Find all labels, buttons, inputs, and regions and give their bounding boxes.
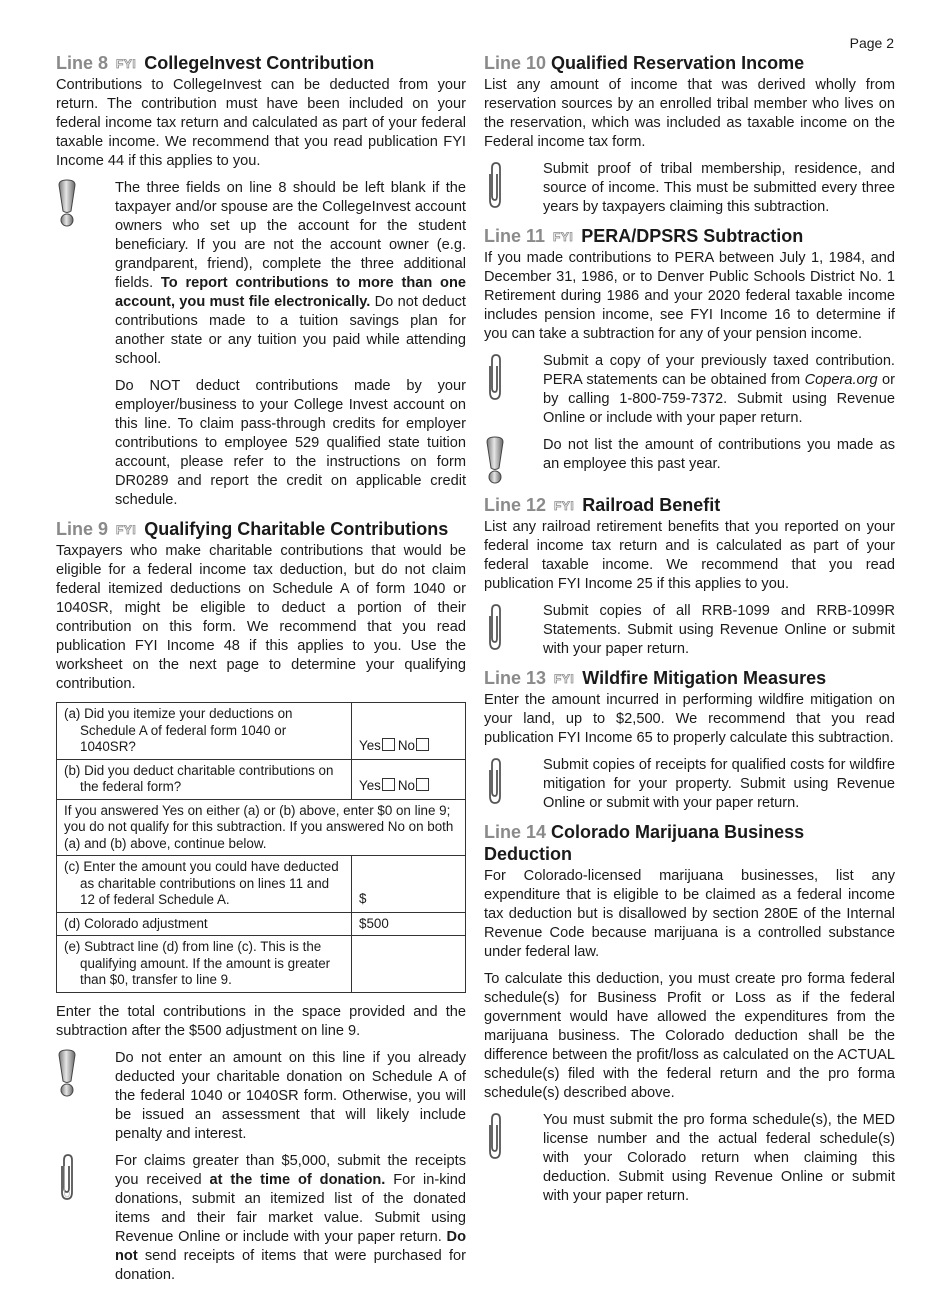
line-9-body: Taxpayers who make charitable contributions that would be eligible for a federal income tax deduction, but do not claim federal itemized deductions on Schedule A of form 1040 or 1040SR, might be eligible to deduct a portion of their contribution on this form. We recommend that you read publication FYI Income 48 if this applies to you. Use the worksheet on the next page to determine your qualifying contribution. [56,543,466,692]
line-9-attachment-note [56,1152,466,1285]
line-12-body: List any railroad retirement benefits that you reported on your federal income tax return and is calculated as part of your federal taxable income. We recommend that you read publication FYI Income 25 if this applies to you. [484,519,895,592]
left-column [56,52,466,1293]
table-row [57,856,466,913]
section-title: Qualifying Charitable Contributions [144,519,449,539]
line-13-section [484,667,895,813]
line-12-section [484,494,895,659]
note-emphasis: at the time of donation. [209,1171,386,1188]
question-b: (b) Did you deduct charitable contributions on the federal form? [64,762,334,794]
line-number: Line 11 [484,226,546,246]
no-checkbox-b[interactable] [416,778,429,791]
website-link[interactable]: Copera.org [804,372,878,388]
note-text: Do not deduct contributions made to a tuition savings plan for another state or any tuition you paid while attending school. [115,294,466,367]
fyi-icon: FYI [116,523,137,537]
yes-label: Yes [359,738,381,753]
yes-label: Yes [359,778,381,793]
line-14-body-2: To calculate this deduction, you must create pro forma federal schedule(s) for Business Profit or Loss as if the federal government would have allowed the expenditures from the marijuana business. The Colorado deduction shall be the difference between the profit/loss as calculated on the ACTUAL schedule(s) filed with the federal return and the pro forma schedule(s) described above. [484,971,895,1101]
table-row [57,912,466,936]
right-column [484,52,895,1214]
note-text: Submit copies of all RRB-1099 and RRB-1099R Statements. Submit using Revenue Online or submit with your paper return. [543,603,895,657]
page-number: Page 2 [849,35,894,51]
note-emphasis: Do not [115,1228,466,1264]
amount-field-e[interactable] [352,936,466,993]
paperclip-icon [484,352,506,402]
table-row [57,759,466,799]
line-14-heading [484,821,895,865]
worksheet-instruction: If you answered Yes on either (a) or (b) above, enter $0 on line 9; you do not qualify for this subtraction. If you answered No on both (a) and (b) above, continue below. [57,799,466,856]
line-14-section [484,821,895,1206]
line-number: Line 9 [56,519,109,539]
yes-checkbox-a[interactable] [382,738,395,751]
line-8-heading [56,52,466,74]
note-text: Do not enter an amount on this line if you already deducted your charitable donation on Schedule A of the federal 1040 or 1040SR form. Otherwise, you will be issued an assessment that will likely include penalty and interest. [115,1049,466,1142]
note-text: The three fields on line 8 should be left blank if the taxpayer and/or spouse are the CollegeInvest account owners who set up the account for the student beneficiary. If you are not the account owner (e.g. grandparent, friend), complete the three additional fields. [115,180,466,291]
charitable-worksheet-table [56,702,466,993]
exclamation-icon [56,179,78,227]
line-14-attachment-note [484,1111,895,1206]
line-11-heading [484,225,895,247]
line-number: Line 13 [484,668,547,688]
line-13-attachment-note [484,756,895,813]
note-text: Submit copies of receipts for qualified costs for wildfire mitigation for your property. Submit using Revenue Online or submit with your paper return. [543,757,895,811]
paperclip-icon [484,160,506,210]
line-11-section [484,225,895,474]
line-11-attachment-note [484,352,895,428]
line-13-body: Enter the amount incurred in performing wildfire mitigation on your land, up to $2,500. We recommend that you read publication FYI Income 65 to properly calculate this subtraction. [484,692,895,746]
line-11-caution-note [484,436,895,474]
paperclip-icon [484,756,506,806]
line-12-heading [484,494,895,516]
line-9-caution-note [56,1049,466,1144]
line-number: Line 12 [484,495,547,515]
section-title: Qualified Reservation Income [551,53,805,73]
note-text: or by calling 1-800-759-7372. Submit using Revenue Online or include with your paper return. [543,372,896,426]
fyi-icon: FYI [116,57,137,71]
line-number: Line 14 [484,822,547,842]
line-14-body-1: For Colorado-licensed marijuana businesses, list any expenditure that is eligible to be claimed as a federal income tax deduction but is disallowed by section 280E of the Internal Revenue Code because marijuana is a controlled substance under federal law. [484,868,895,960]
note-text: Submit proof of tribal membership, residence, and source of income. This must be submitted every three years by taxpayers claiming this subtraction. [543,161,895,215]
line-9-section [56,518,466,1285]
line-10-section [484,52,895,217]
line-8-section [56,52,466,510]
note-text: Do NOT deduct contributions made by your employer/business to your College Invest account on this line. To claim pass-through credits for employer contributions to employee 529 qualified state tuition account, please refer to the instructions on form DR0289 and report the credit on applicable credit schedule. [115,378,466,508]
exclamation-icon [56,1049,78,1097]
table-row [57,799,466,856]
fyi-icon: FYI [553,230,574,244]
paperclip-icon [484,1111,506,1161]
section-title: Wildfire Mitigation Measures [582,668,827,688]
no-label: No [397,778,415,793]
line-number: Line 10 [484,53,547,73]
table-row [57,936,466,993]
line-10-heading [484,52,895,74]
note-text: For in-kind donations, submit an itemized list of the donated items and their fair market value. Submit using Revenue Online or include with your paper return. [115,1171,466,1245]
question-a: (a) Did you itemize your deductions on Schedule A of federal form 1040 or 1040SR? [64,706,293,754]
line-9-heading [56,518,466,540]
question-e: (e) Subtract line (d) from line (c). This is the qualifying amount. If the amount is greater than $0, transfer to line 9. [64,939,331,987]
section-title: Colorado Marijuana Business Deduction [484,822,805,864]
section-title: CollegeInvest Contribution [144,53,375,73]
amount-value-d: $500 [352,912,466,936]
note-emphasis: To report contributions to more than one account, you must file electronically. [115,275,466,310]
yes-checkbox-b[interactable] [382,778,395,791]
line-10-attachment-note [484,160,895,217]
section-title: PERA/DPSRS Subtraction [581,226,804,246]
fyi-icon: FYI [554,672,575,686]
line-10-body: List any amount of income that was derived wholly from reservation sources by an enrolled tribal member who lives on the reservation, which was included as taxable income on the Federal income tax form. [484,77,895,150]
line-11-body: If you made contributions to PERA between July 1, 1984, and December 31, 1986, or to Denver Public Schools District No. 1 Retirement during 1986 and your 2020 federal taxable income includes pension income, see FYI Income 16 to determine if you can take a subtraction for any of your pension income. [484,250,895,342]
paperclip-icon [56,1152,78,1202]
note-text: Submit a copy of your previously taxed contribution. PERA statements can be obtained from [543,353,895,388]
line-number: Line 8 [56,53,109,73]
amount-field-c[interactable]: $ [352,856,466,913]
line-9-after-table: Enter the total contributions in the space provided and the subtraction after the $500 adjustment on line 9. [56,1003,466,1039]
line-8-body: Contributions to CollegeInvest can be deducted from your return. The contribution must have been included on your federal income tax return and calculated as part of your federal taxable income. We recommend that you read publication FYI Income 44 if this applies to you. [56,77,466,169]
line-12-attachment-note [484,602,895,659]
section-title: Railroad Benefit [582,495,721,515]
fyi-icon: FYI [554,499,575,513]
paperclip-icon [484,602,506,652]
question-c: (c) Enter the amount you could have deducted as charitable contributions on lines 11 and 12 of federal Schedule A. [64,859,339,907]
exclamation-icon [484,436,506,484]
no-checkbox-a[interactable] [416,738,429,751]
table-row [57,703,466,760]
note-text: For claims greater than $5,000, submit the receipts you received [115,1152,466,1188]
note-text: send receipts of items that were purchased for donation. [115,1247,466,1283]
no-label: No [397,738,415,753]
line-8-caution-note [56,179,466,510]
note-text: Do not list the amount of contributions you made as an employee this past year. [543,437,895,472]
note-text: You must submit the pro forma schedule(s), the MED license number and the actual federal schedule(s) with your Colorado return when claiming this deduction. Submit using Revenue Online or submit with your paper return. [543,1112,895,1204]
line-13-heading [484,667,895,689]
question-d: (d) Colorado adjustment [64,915,208,931]
